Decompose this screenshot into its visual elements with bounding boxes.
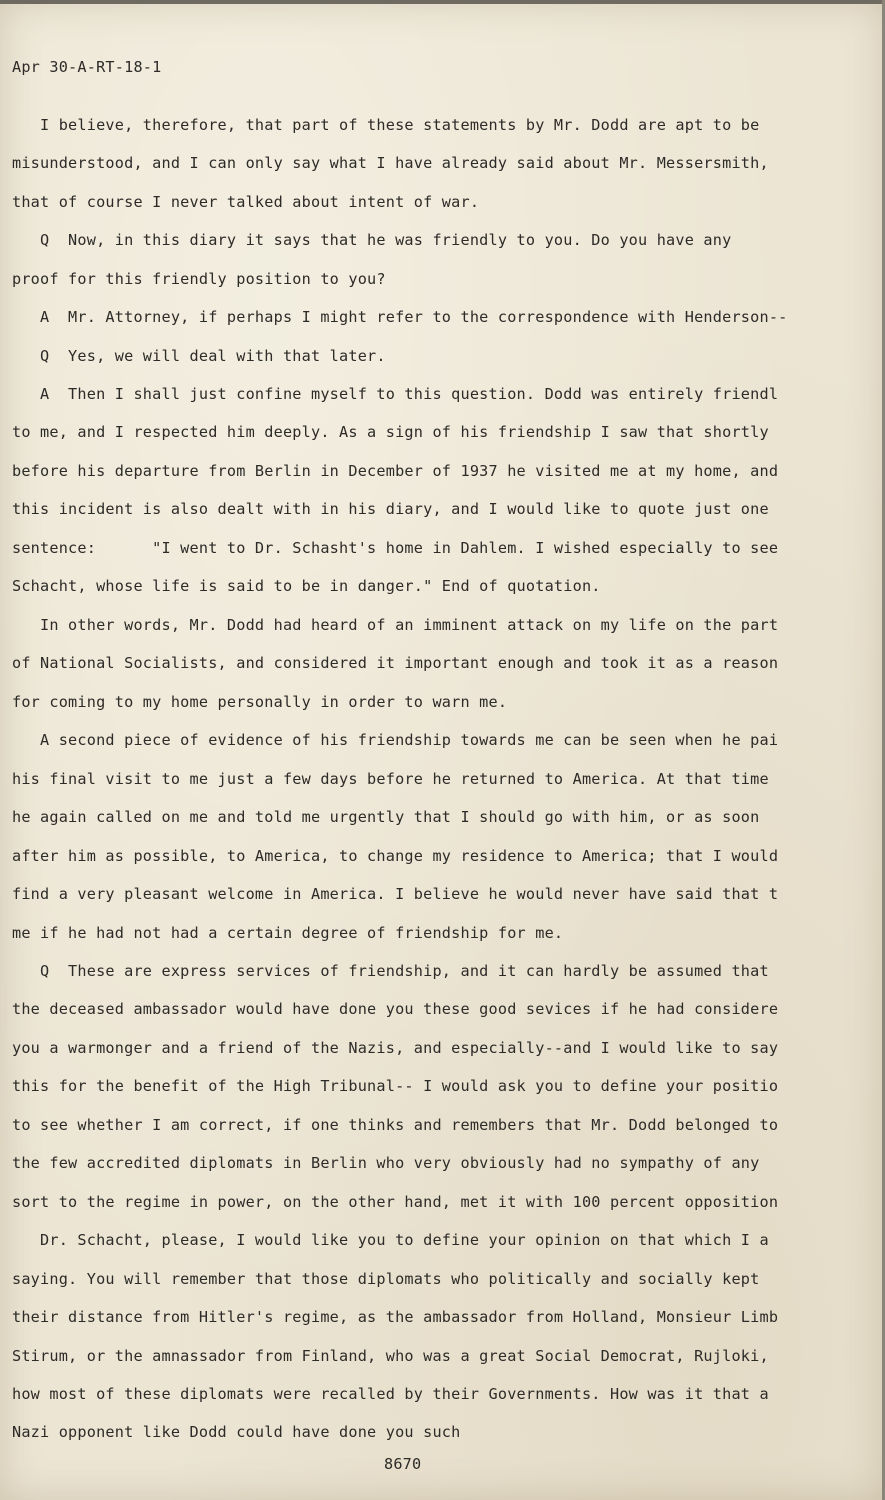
- text-line: me if he had not had a certain degree of friendship for me.: [12, 924, 564, 942]
- text-line: this incident is also dealt with in his diary, and I would like to quote just one: [12, 500, 769, 518]
- text-line: before his departure from Berlin in December of 1937 he visited me at my home, and: [12, 462, 779, 480]
- text-line: saying. You will remember that those diplomats who politically and socially kept: [12, 1270, 760, 1288]
- text-line: you a warmonger and a friend of the Nazis, and especially--and I would like to say: [12, 1039, 779, 1057]
- text-line: sort to the regime in power, on the other hand, met it with 100 percent opposition: [12, 1193, 779, 1211]
- text-line: their distance from Hitler's regime, as the ambassador from Holland, Monsieur Limb: [12, 1308, 779, 1326]
- document-id: Apr 30-A-RT-18-1: [12, 58, 162, 76]
- scan-edge-top: [0, 0, 885, 4]
- text-line: A Then I shall just confine myself to this question. Dodd was entirely friendl: [12, 385, 779, 403]
- text-line: he again called on me and told me urgently that I should go with him, or as soon: [12, 808, 760, 826]
- text-line: the deceased ambassador would have done you these good sevices if he had considere: [12, 1000, 779, 1018]
- text-line: Stirum, or the amnassador from Finland, who was a great Social Democrat, Rujloki,: [12, 1347, 769, 1365]
- text-line: the few accredited diplomats in Berlin who very obviously had no sympathy of any: [12, 1154, 760, 1172]
- text-line: to see whether I am correct, if one thinks and remembers that Mr. Dodd belonged to: [12, 1116, 779, 1134]
- text-line: to me, and I respected him deeply. As a sign of his friendship I saw that shortly: [12, 423, 769, 441]
- text-line: this for the benefit of the High Tribunal-- I would ask you to define your positio: [12, 1077, 779, 1095]
- text-line: I believe, therefore, that part of these statements by Mr. Dodd are apt to be: [12, 116, 760, 134]
- text-line: In other words, Mr. Dodd had heard of an imminent attack on my life on the part: [12, 616, 779, 634]
- text-line: find a very pleasant welcome in America. I believe he would never have said that t: [12, 885, 779, 903]
- text-line: Q These are express services of friendship, and it can hardly be assumed that: [12, 962, 769, 980]
- text-line: that of course I never talked about intent of war.: [12, 193, 480, 211]
- text-line: A second piece of evidence of his friendship towards me can be seen when he pai: [12, 731, 779, 749]
- text-line: of National Socialists, and considered it important enough and took it as a reason: [12, 654, 779, 672]
- text-line: how most of these diplomats were recalled by their Governments. How was it that a: [12, 1385, 769, 1403]
- text-line: misunderstood, and I can only say what I have already said about Mr. Messersmith,: [12, 154, 769, 172]
- page-number: 8670: [384, 1455, 422, 1473]
- text-line: after him as possible, to America, to change my residence to America; that I would: [12, 847, 779, 865]
- text-line: Schacht, whose life is said to be in danger." End of quotation.: [12, 577, 601, 595]
- text-line: Dr. Schacht, please, I would like you to define your opinion on that which I a: [12, 1231, 769, 1249]
- text-line: Nazi opponent like Dodd could have done you such: [12, 1423, 461, 1441]
- text-line: for coming to my home personally in order to warn me.: [12, 693, 508, 711]
- text-line: sentence: "I went to Dr. Schasht's home in Dahlem. I wished especially to see: [12, 539, 779, 557]
- text-line: A Mr. Attorney, if perhaps I might refer to the correspondence with Henderson--: [12, 308, 788, 326]
- text-line: his final visit to me just a few days before he returned to America. At that time: [12, 770, 769, 788]
- text-line: proof for this friendly position to you?: [12, 270, 386, 288]
- text-line: Q Now, in this diary it says that he was friendly to you. Do you have any: [12, 231, 732, 249]
- text-line: Q Yes, we will deal with that later.: [12, 347, 386, 365]
